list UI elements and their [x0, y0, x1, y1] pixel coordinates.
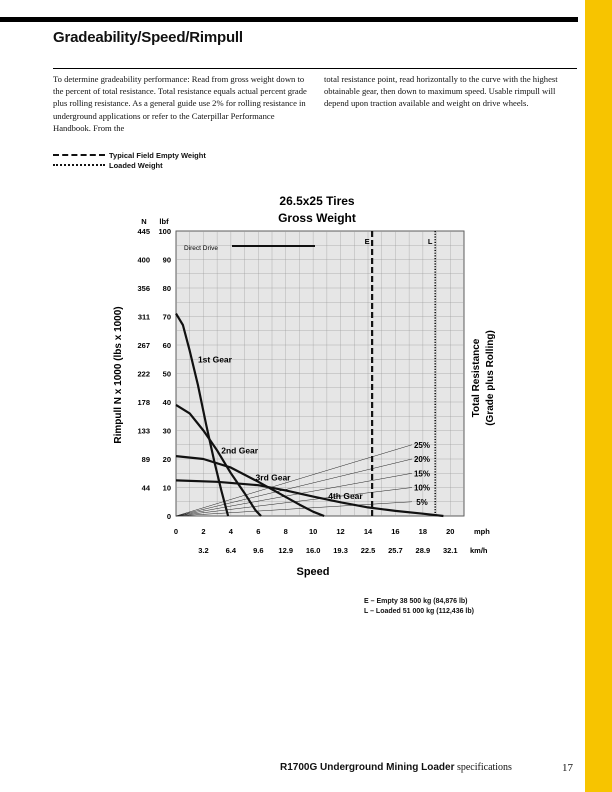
weight-notes — [364, 597, 474, 617]
direct-drive-label: Direct Drive — [184, 245, 218, 252]
chart-subtitle: Gross Weight — [278, 211, 356, 225]
y-tick-n: 222 — [137, 369, 150, 379]
right-axis-label-2: (Grade plus Rolling) — [485, 330, 496, 426]
x-tick-kmh: 12.9 — [278, 546, 294, 555]
resistance-label: 20% — [413, 455, 431, 464]
resistance-label: 25% — [413, 440, 431, 450]
y-tick-n: 44 — [141, 483, 150, 493]
footer-model: R1700G Underground Mining Loader — [280, 762, 455, 773]
resistance-label: 10% — [413, 483, 431, 493]
x-unit-mph: mph — [474, 527, 490, 536]
x-tick-mph: 10 — [308, 527, 318, 536]
x-tick-mph: 16 — [391, 527, 400, 536]
x-tick-mph: 18 — [418, 527, 428, 536]
resistance-label: 15% — [413, 469, 431, 479]
chart-title: 26.5x25 Tires — [279, 194, 355, 208]
page-number: 17 — [562, 762, 573, 774]
x-tick-kmh: 9.6 — [253, 546, 264, 555]
x-tick-mph: 0 — [173, 527, 179, 536]
intro-text-left: To determine gradeability performance: Read from gross weight down to the percent of total resistance. Total resistance equals actual percent grade plus rolling resistance. As a general guide use 2% for rolling resistance in underground applications or refer to the Caterpillar Performance Handbook. From the — [53, 74, 307, 133]
y-tick-n: 89 — [141, 455, 150, 464]
y-tick-n: 267 — [137, 341, 150, 350]
note-empty: E – Empty 38 500 kg (84,876 lb) — [364, 598, 468, 605]
footer-suffix: specifications — [454, 762, 512, 773]
x-tick-kmh: 16.0 — [305, 546, 321, 555]
y-tick-lbf: 60 — [162, 341, 171, 350]
resistance-label: 5% — [416, 497, 428, 507]
y-axis-label: Rimpull N x 1000 (lbs x 1000) — [113, 306, 124, 444]
y-tick-lbf: 90 — [162, 255, 171, 265]
legend-loaded-label: Loaded Weight — [109, 160, 163, 170]
x-tick-mph: 2 — [201, 527, 206, 536]
y-tick-n: 178 — [137, 398, 150, 407]
x-tick-mph: 6 — [256, 527, 261, 536]
y-tick-lbf: 30 — [162, 426, 171, 436]
y-tick-lbf: 40 — [162, 398, 171, 407]
y-tick-n: 133 — [137, 426, 150, 436]
y-tick-n: 311 — [137, 312, 150, 322]
x-tick-kmh: 32.1 — [442, 546, 458, 555]
intro-text-right: total resistance point, read horizontally to the curve with the highest obtainable gear, then down to maximum speed. Usable rimpull will depend upon traction available and weight on drive wheels. — [324, 74, 558, 109]
weight-marker-label: L — [427, 237, 433, 246]
x-tick-kmh: 28.9 — [415, 546, 431, 555]
y-unit-lbf: lbf — [159, 217, 169, 226]
x-tick-kmh: 22.5 — [360, 546, 376, 555]
x-tick-kmh: 25.7 — [388, 546, 403, 555]
weight-marker-label: E — [364, 237, 370, 246]
x-tick-mph: 14 — [363, 527, 373, 536]
gear-label: 3rd Gear — [255, 472, 291, 483]
gear-label: 4th Gear — [328, 491, 363, 502]
y-tick-n: 400 — [137, 255, 150, 265]
x-axis-label: Speed — [296, 566, 330, 578]
gear-label: 2nd Gear — [221, 445, 259, 456]
y-tick-lbf: 80 — [162, 284, 171, 293]
y-tick-lbf: 0 — [166, 512, 171, 521]
y-tick-lbf: 10 — [162, 483, 171, 493]
y-tick-lbf: 70 — [162, 312, 171, 322]
y-tick-lbf: 20 — [162, 455, 171, 464]
right-axis-label-1: Total Resistance — [471, 338, 482, 418]
x-tick-mph: 12 — [336, 527, 345, 536]
x-unit-kmh: km/h — [470, 546, 488, 555]
x-tick-kmh: 3.2 — [198, 546, 209, 555]
x-tick-mph: 4 — [228, 527, 233, 536]
y-tick-lbf: 50 — [162, 369, 171, 379]
legend-empty-label: Typical Field Empty Weight — [109, 150, 206, 160]
y-tick-n: 445 — [137, 227, 150, 236]
x-tick-mph: 20 — [446, 527, 455, 536]
footer — [280, 762, 512, 773]
y-unit-n: N — [141, 217, 147, 226]
x-tick-kmh: 6.4 — [225, 546, 237, 555]
y-tick-n: 356 — [137, 284, 150, 293]
x-tick-kmh: 19.3 — [333, 546, 348, 555]
gear-label: 1st Gear — [197, 354, 232, 365]
page-title: Gradeability/Speed/Rimpull — [53, 29, 243, 46]
note-loaded: L – Loaded 51 000 kg (112,436 lb) — [364, 608, 474, 615]
y-tick-lbf: 100 — [158, 227, 171, 236]
x-tick-mph: 8 — [283, 527, 288, 536]
